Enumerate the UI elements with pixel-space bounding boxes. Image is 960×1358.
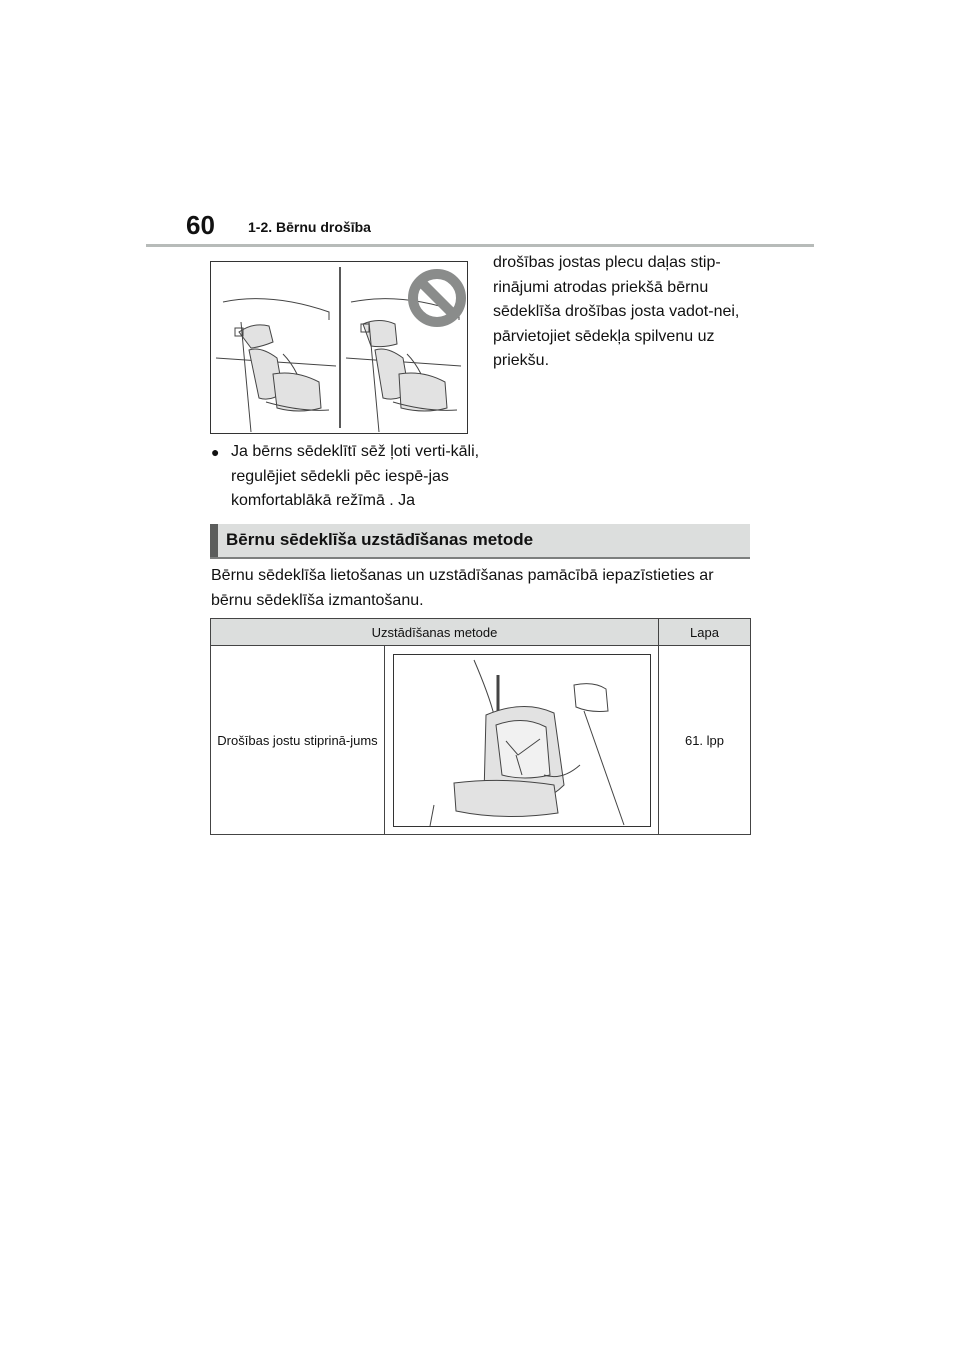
continuation-paragraph: drošības jostas plecu daļas stip-rinājumi atrodas priekšā bērnu sēdeklīša drošības josta vadot-nei, pārvietojiet sēdekļa spilvenu uz priekšu.	[493, 254, 740, 369]
bullet-text: Ja bērns sēdeklītī sēž ļoti verti-kāli, regulējiet sēdekli pēc iespē-jas komfortablākā režīmā . Ja	[231, 443, 480, 509]
section-heading-text: Bērnu sēdeklīša uzstādīšanas metode	[226, 530, 534, 549]
table-header-row	[211, 619, 751, 646]
booster-seat-illustration	[210, 261, 468, 434]
prohibition-icon	[413, 274, 461, 322]
table-cell-illustration	[385, 646, 659, 835]
page-number: 60	[186, 210, 215, 240]
installation-table	[210, 618, 751, 835]
table-header-method: Uzstādīšanas metode	[211, 619, 659, 646]
heading-accent-bar	[210, 524, 218, 557]
intro-paragraph: Bērnu sēdeklīša lietošanas un uzstādīšanas pamācībā iepazīstieties ar bērnu sēdeklīša izmantošanu.	[211, 567, 714, 609]
section-title: 1-2. Bērnu drošība	[248, 219, 371, 235]
table-row	[211, 646, 751, 835]
table-cell-method: Drošības jostu stiprinā-jums	[211, 646, 385, 835]
section-heading	[210, 524, 750, 559]
bullet-dot-icon: ●	[211, 444, 220, 460]
header-rule	[146, 244, 814, 247]
child-seat-illustration	[393, 654, 651, 827]
table-header-page: Lapa	[659, 619, 751, 646]
table-cell-page: 61. lpp	[659, 646, 751, 835]
